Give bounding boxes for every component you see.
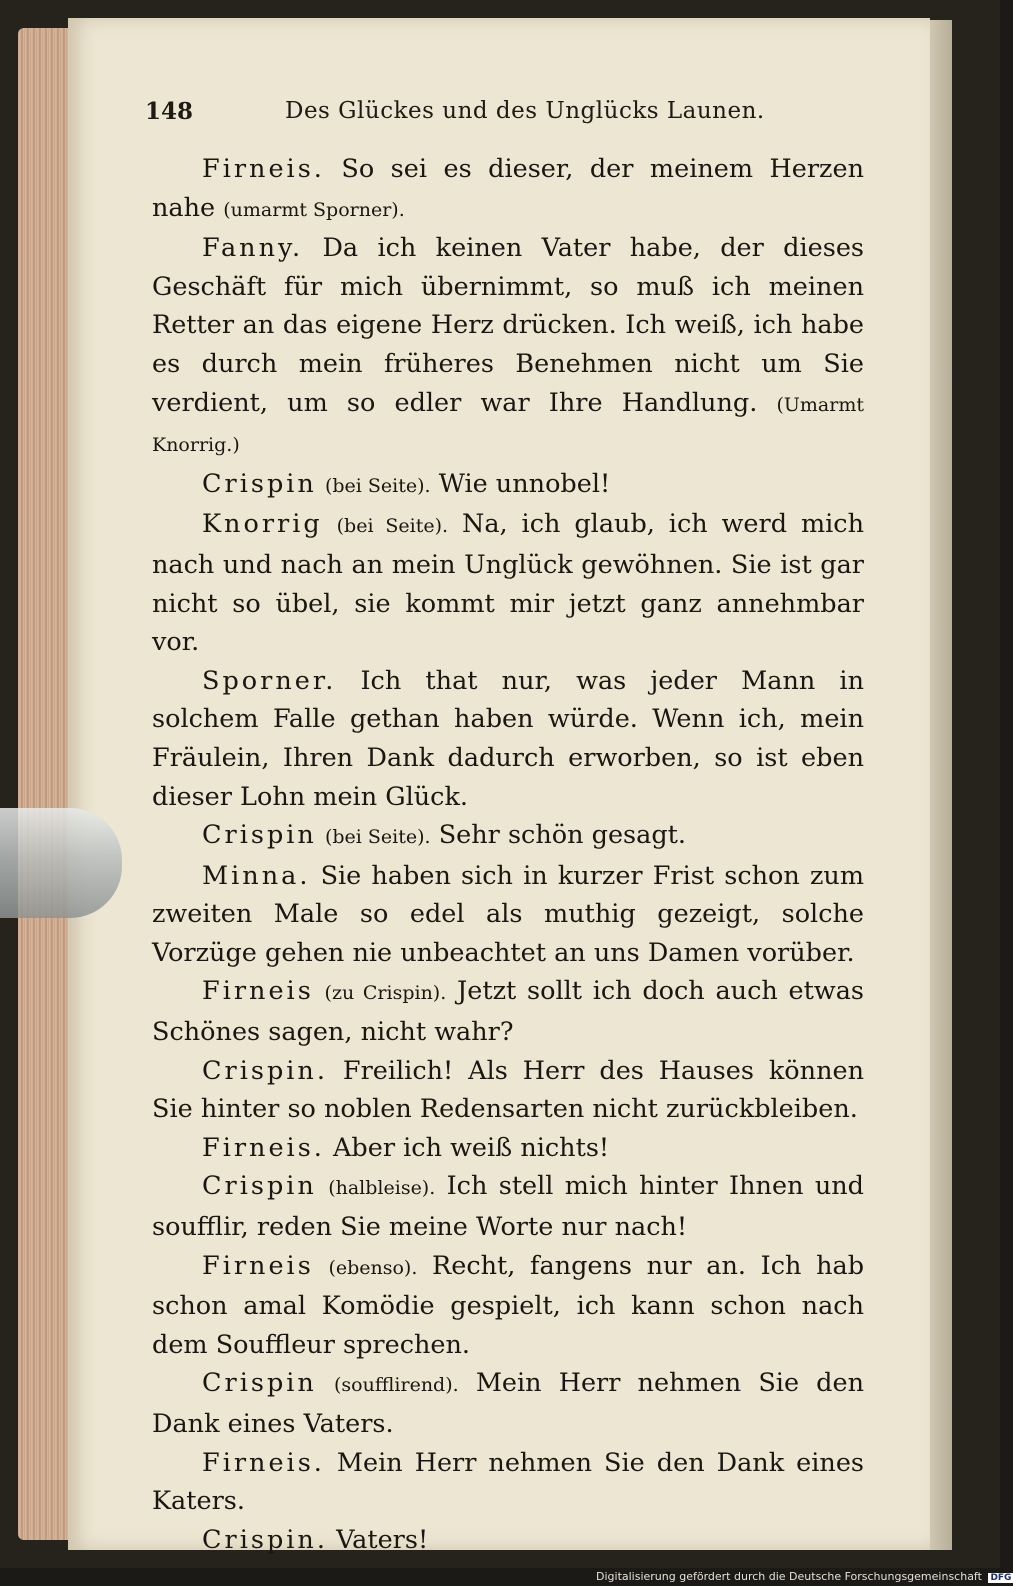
dialogue-paragraph [152,1129,864,1168]
dialogue-text: Na, ich glaub, ich werd mich nach und nach an mein Unglück gewöhnen. Sie ist gar nicht so übel, sie kommt mir jetzt ganz annehmbar vor. [152,509,864,658]
dialogue-paragraph [152,857,864,973]
glass-clip [0,808,122,918]
dialogue-text: Ich that nur, was jeder Mann in solchem Falle gethan haben würde. Wenn ich, mein Fräulein, Ihren Dank dadurch erworben, so ist eben dieser Lohn mein Glück. [152,665,864,812]
stage-direction: (bei Seite). [324,826,431,849]
dialogue-text: So sei es dieser, der meinem Herzen nahe [152,154,864,223]
page-gutter [930,20,952,1550]
page-body [152,150,864,1559]
speaker-name: Crispin. [202,1055,328,1086]
page-header [145,96,865,136]
speaker-name: Knorrig [202,509,323,540]
dialogue-paragraph [152,816,864,857]
speaker-name: Crispin [202,468,317,499]
speaker-name: Firneis [202,976,314,1007]
dialogue-paragraph [152,505,864,661]
dialogue-text: Ich stell mich hinter Ihnen und soufflir, reden Sie meine Worte nur nach! [152,1171,864,1243]
dialogue-text: Sie haben sich in kurzer Frist schon zum zweiten Male so edel als muthig gezeigt, solche Vorzüge gehen nie unbeachtet an uns Damen vorüber. [152,860,864,968]
stage-direction: (bei Seite). [336,515,449,538]
footer-credit [596,1570,1013,1583]
dialogue-text: Da ich keinen Vater habe, der dieses Geschäft für mich übernimmt, so muß ich meinen Retter an das eigene Herz drücken. Ich weiß, ich habe es durch mein früheres Benehmen nicht um Sie verdient, um so edler war Ihre Handlung. [152,233,865,418]
dialogue-text: Sehr schön gesagt. [438,820,687,851]
speaker-name: Fanny. [202,233,304,264]
speaker-name: Sporner. [202,665,337,696]
dialogue-text: Aber ich weiß nichts! [333,1132,610,1163]
speaker-name: Firneis. [202,154,325,184]
dialogue-paragraph [152,150,864,229]
footer-credit-text: Digitalisierung gefördert durch die Deutsche Forschungsgemeinschaft [596,1570,982,1583]
running-head: Des Glückes und des Unglücks Launen. [285,98,765,124]
stage-direction: (bei Seite). [324,474,431,497]
dialogue-text: Mein Herr nehmen Sie den Dank eines Vaters. [152,1368,865,1439]
speaker-name: Minna. [202,860,311,891]
speaker-name: Firneis. [202,1447,325,1478]
dialogue-text: Recht, fangens nur an. Ich hab schon amal Komödie gespielt, ich kann schon nach dem Souffleur sprechen. [152,1250,865,1360]
speaker-name: Crispin. [202,1524,328,1555]
stage-direction: (ebenso). [328,1256,418,1279]
page-number: 148 [145,98,194,125]
dialogue-text: Freilich! Als Herr des Hauses können Sie hinter so noblen Redensarten nicht zurückbleiben. [152,1055,865,1125]
dialogue-text: Vaters! [336,1524,429,1555]
dialogue-paragraph [152,1521,864,1560]
speaker-name: Firneis. [202,1132,325,1163]
dialogue-paragraph [152,1167,864,1246]
stage-direction: (umarmt Sporner). [223,198,405,221]
speaker-name: Crispin [202,1368,317,1399]
dialogue-text: Wie unnobel! [438,468,611,499]
speaker-name: Crispin [202,1171,317,1202]
speaker-name: Crispin [202,820,317,851]
dialogue-paragraph [152,465,864,506]
dialogue-paragraph [152,1247,864,1365]
stage-direction: (halbleise). [328,1177,436,1200]
dialogue-paragraph [152,229,864,465]
dialogue-paragraph [152,662,864,816]
dialogue-paragraph [152,1364,864,1443]
speaker-name: Firneis [202,1250,314,1281]
stage-direction: (zu Crispin). [324,982,447,1005]
dialogue-text: Jetzt sollt ich doch auch etwas Schönes sagen, nicht wahr? [152,976,865,1048]
dialogue-text: Mein Herr nehmen Sie den Dank eines Katers. [152,1447,864,1517]
stage-direction: (soufflirend). [334,1374,459,1397]
dialogue-paragraph [152,1444,864,1521]
stage-direction: (Umarmt Knorrig.) [152,393,864,457]
dialogue-paragraph [152,972,864,1051]
dfg-logo: DFG [990,1573,1012,1583]
dialogue-paragraph [152,1052,864,1129]
